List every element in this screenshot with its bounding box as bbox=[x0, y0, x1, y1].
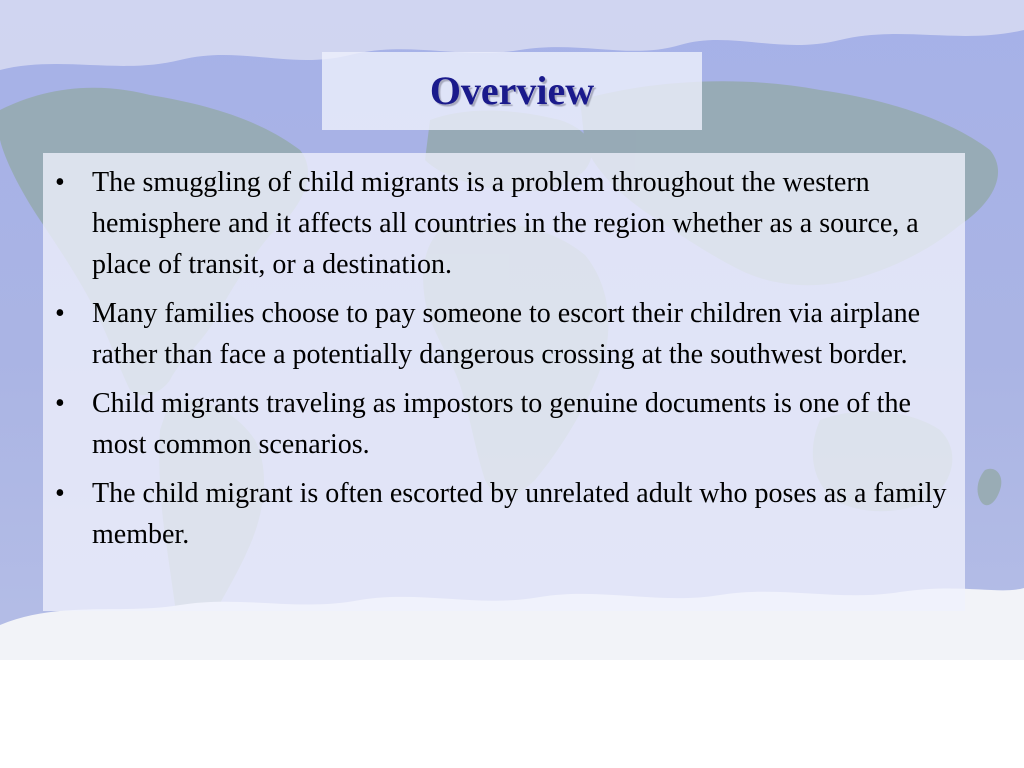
bullet-text: The smuggling of child migrants is a problem throughout the western hemisphere and it affects all countries in the region whether as a source, a place of transit, or a destination. bbox=[92, 167, 919, 280]
bullet-list bbox=[55, 162, 960, 563]
bullet-item-families bbox=[55, 293, 960, 375]
bullet-marker: • bbox=[55, 298, 65, 329]
bullet-text: The child migrant is often escorted by unrelated adult who poses as a family member. bbox=[92, 478, 947, 550]
bullet-text: Child migrants traveling as impostors to genuine documents is one of the most common scenarios. bbox=[92, 388, 911, 460]
bullet-marker: • bbox=[55, 478, 65, 509]
slide-title: Overview bbox=[429, 68, 595, 113]
bullet-item-smuggling bbox=[55, 162, 960, 285]
bullet-marker: • bbox=[55, 167, 65, 198]
bullet-item-impostors bbox=[55, 383, 960, 465]
bullet-marker: • bbox=[55, 388, 65, 419]
bottom-white-area bbox=[0, 660, 1024, 768]
bullet-item-escort bbox=[55, 473, 960, 555]
bullet-text: Many families choose to pay someone to escort their children via airplane rather than face a potentially dangerous crossing at the southwest border. bbox=[92, 298, 921, 370]
